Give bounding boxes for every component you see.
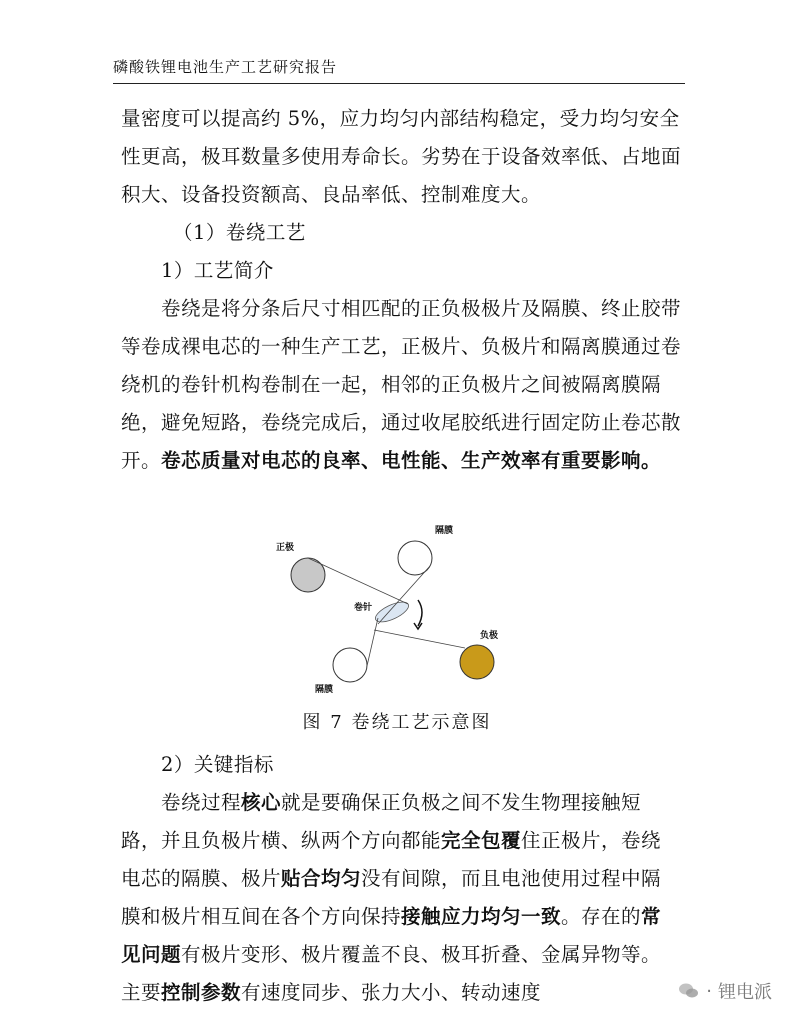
separator-bottom-line xyxy=(367,618,378,666)
text-run: 就是要确保正负极之间不发生物理接触短路，并且负极片横、纵两个方向都能 xyxy=(121,791,642,852)
winding-diagram xyxy=(270,520,510,700)
negative-sheet-line xyxy=(374,630,465,648)
label-negative: 负极 xyxy=(480,631,499,641)
text-run: 卷绕过程 xyxy=(161,791,242,814)
label-positive: 正极 xyxy=(276,543,295,553)
watermark-text: 锂电派 xyxy=(718,982,772,1003)
negative-roll xyxy=(460,645,494,679)
paragraph-winding-desc xyxy=(121,290,681,480)
text-run: 有极片变形、极片覆盖不良、极耳折叠、金属异物等。主要 xyxy=(121,943,662,1004)
paragraph-intro: 量密度可以提高约 5%，应力均匀内部结构稳定，受力均匀安全性更高，极耳数量多使用寿命长。劣势在于设备效率低、占地面积大、设备投资额高、良品率低、控制难度大。 xyxy=(121,107,682,206)
page-body-top xyxy=(121,100,681,480)
label-needle: 卷针 xyxy=(354,603,373,613)
text-run-bold: 常见问题 xyxy=(121,905,662,966)
text-run-bold: 接触应力均匀一致 xyxy=(401,905,562,928)
text-run-bold: 核心 xyxy=(241,791,282,814)
winding-desc-text: 卷绕是将分条后尺寸相匹配的正负极极片及隔膜、终止胶带等卷成裸电芯的一种生产工艺，正极片、负极片和隔离膜通过卷绕机的卷针机构卷制在一起，相邻的正负极片之间被隔离膜隔绝，避免短路，卷绕完成后，通过收尾胶纸进行固定防止卷芯散开。 xyxy=(121,297,682,472)
text-run-bold: 完全包覆 xyxy=(441,829,522,852)
rotation-arrow-icon xyxy=(418,600,422,626)
separator-roll-bottom xyxy=(333,648,367,682)
section-heading-winding: （1）卷绕工艺 xyxy=(173,221,306,244)
text-run-bold: 控制参数 xyxy=(161,981,242,1004)
text-run: 住正极片，卷绕电芯的隔膜、极片 xyxy=(121,829,662,890)
winding-desc-emphasis: 卷芯质量对电芯的良率、电性能、生产效率有重要影响。 xyxy=(161,449,662,472)
subheading-process-intro: 1）工艺简介 xyxy=(161,259,274,282)
text-run: 没有间隙，而且电池使用过程中隔膜和极片相互间在各个方向保持 xyxy=(121,867,662,928)
watermark xyxy=(678,978,772,1004)
label-separator-bottom: 隔膜 xyxy=(315,685,334,695)
report-title: 磷酸铁锂电池生产工艺研究报告 xyxy=(113,58,338,76)
text-run: 有速度同步、张力大小、转动速度 xyxy=(241,981,542,1004)
paragraph-key-indicators xyxy=(121,784,681,1012)
text-run-bold: 贴合均匀 xyxy=(281,867,362,890)
subheading-key-indicators: 2）关键指标 xyxy=(161,753,274,776)
text-run: 。存在的 xyxy=(561,905,642,928)
label-separator-top: 隔膜 xyxy=(435,526,454,536)
page-header xyxy=(113,56,685,84)
winding-needle xyxy=(373,598,412,626)
watermark-dot: · xyxy=(706,980,712,1002)
wechat-icon xyxy=(678,982,700,1000)
figure-caption: 图 7 卷绕工艺示意图 xyxy=(302,712,492,733)
page-body-bottom xyxy=(121,746,681,1012)
